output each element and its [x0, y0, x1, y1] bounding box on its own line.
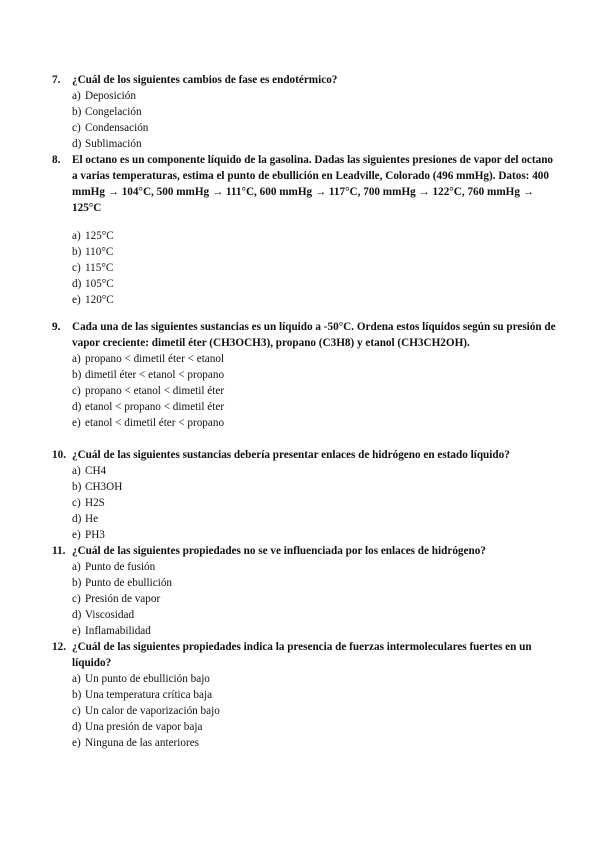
question-7	[52, 72, 558, 152]
option-letter: a)	[72, 465, 81, 477]
option-letter: b)	[72, 369, 82, 381]
option	[72, 479, 558, 495]
option-letter: c)	[72, 705, 81, 717]
question-header	[52, 447, 558, 463]
option-text: Un calor de vaporización bajo	[85, 705, 220, 717]
option-text: Una presión de vapor baja	[85, 721, 203, 733]
option-letter: c)	[72, 122, 81, 134]
option-letter: d)	[72, 278, 82, 290]
option	[72, 735, 558, 751]
question-number: 8.	[52, 154, 61, 166]
option	[72, 88, 558, 104]
option-text: Congelación	[85, 106, 142, 118]
option-letter: b)	[72, 246, 82, 258]
question-header	[52, 319, 558, 351]
option-text: Condensación	[85, 122, 149, 134]
question-number: 9.	[52, 321, 61, 333]
option-list	[72, 88, 558, 152]
option-letter: e)	[72, 529, 81, 541]
option	[72, 136, 558, 152]
question-12	[52, 639, 558, 751]
option-letter: c)	[72, 262, 81, 274]
question-header	[52, 72, 558, 88]
option-letter: b)	[72, 577, 82, 589]
option	[72, 623, 558, 639]
option	[72, 719, 558, 735]
question-number: 12.	[52, 641, 66, 653]
option-letter: e)	[72, 625, 81, 637]
option	[72, 511, 558, 527]
question-text: El octano es un componente líquido de la gasolina. Dadas las siguientes presiones de vapor del octano a varias temperaturas, estima el punto de ebullición en Leadville, Colorado (496 mmHg). Datos: 400 mmHg → 104°C, 500 mmHg → 111°C, 600 mmHg → 117°C, 700 mmHg → 122°C, 760 mmHg → 125°C	[72, 154, 554, 214]
option	[72, 351, 558, 367]
option-letter: e)	[72, 737, 81, 749]
option-text: Viscosidad	[85, 609, 135, 621]
question-number: 11.	[52, 545, 66, 557]
option-text: H2S	[85, 497, 105, 509]
option	[72, 104, 558, 120]
option-letter: c)	[72, 385, 81, 397]
option-letter: b)	[72, 689, 82, 701]
option-letter: d)	[72, 721, 82, 733]
option-text: PH3	[85, 529, 105, 541]
question-header	[52, 543, 558, 559]
option	[72, 276, 558, 292]
option	[72, 671, 558, 687]
option	[72, 228, 558, 244]
question-text: ¿Cuál de los siguientes cambios de fase es endotérmico?	[72, 74, 338, 86]
option-letter: e)	[72, 417, 81, 429]
option-text: etanol < propano < dimetil éter	[85, 401, 225, 413]
option-text: CH4	[85, 465, 107, 477]
option-text: Inflamabilidad	[85, 625, 151, 637]
option	[72, 495, 558, 511]
option	[72, 244, 558, 260]
option-text: propano < etanol < dimetil éter	[85, 385, 225, 397]
question-9	[52, 319, 558, 431]
option-letter: d)	[72, 513, 82, 525]
option	[72, 463, 558, 479]
option-list	[72, 559, 558, 639]
option-letter: a)	[72, 90, 81, 102]
option-letter: d)	[72, 401, 82, 413]
option-text: Una temperatura crítica baja	[85, 689, 213, 701]
question-number: 7.	[52, 74, 61, 86]
question-header	[52, 152, 558, 216]
option	[72, 575, 558, 591]
option-letter: b)	[72, 481, 82, 493]
option	[72, 687, 558, 703]
option-text: Punto de fusión	[85, 561, 156, 573]
option-text: Sublimación	[85, 138, 142, 150]
option	[72, 559, 558, 575]
option-letter: a)	[72, 230, 81, 242]
question-11	[52, 543, 558, 639]
option-text: 110°C	[85, 246, 114, 258]
option-text: Punto de ebullición	[85, 577, 173, 589]
option	[72, 292, 558, 308]
option-list	[72, 228, 558, 308]
option-text: etanol < dimetil éter < propano	[85, 417, 225, 429]
question-text: ¿Cuál de las siguientes propiedades no se ve influenciada por los enlaces de hidrógeno?	[72, 545, 486, 557]
option-text: He	[85, 513, 99, 525]
option-letter: a)	[72, 561, 81, 573]
option-text: Deposición	[85, 90, 136, 102]
option-letter: c)	[72, 497, 81, 509]
option-text: 120°C	[85, 294, 114, 306]
option-letter: d)	[72, 138, 82, 150]
option	[72, 367, 558, 383]
option-list	[72, 671, 558, 751]
question-header	[52, 639, 558, 671]
option-letter: d)	[72, 609, 82, 621]
question-8	[52, 152, 558, 308]
option	[72, 591, 558, 607]
question-10	[52, 447, 558, 543]
option-text: CH3OH	[85, 481, 123, 493]
option	[72, 383, 558, 399]
option-text: 105°C	[85, 278, 114, 290]
option-letter: b)	[72, 106, 82, 118]
option-text: Ninguna de las anteriores	[85, 737, 200, 749]
option-letter: e)	[72, 294, 81, 306]
option-text: 125°C	[85, 230, 114, 242]
option-text: Un punto de ebullición bajo	[85, 673, 210, 685]
option-list	[72, 351, 558, 431]
option-text: propano < dimetil éter < etanol	[85, 353, 225, 365]
option	[72, 399, 558, 415]
option	[72, 120, 558, 136]
option-text: 115°C	[85, 262, 114, 274]
question-number: 10.	[52, 449, 66, 461]
option	[72, 607, 558, 623]
option	[72, 260, 558, 276]
option-letter: a)	[72, 673, 81, 685]
question-text: ¿Cuál de las siguientes propiedades indica la presencia de fuerzas intermoleculares fuertes en un líquido?	[72, 641, 532, 669]
question-text: ¿Cuál de las siguientes sustancias debería presentar enlaces de hidrógeno en estado líquido?	[72, 449, 510, 461]
option-letter: c)	[72, 593, 81, 605]
question-text: Cada una de las siguientes sustancias es un líquido a -50°C. Ordena estos líquidos según su presión de vapor creciente: dimetil éter (CH3OCH3), propano (C3H8) y etanol (CH3CH2OH).	[72, 321, 556, 349]
option-list	[72, 463, 558, 543]
option	[72, 703, 558, 719]
option	[72, 415, 558, 431]
option-text: dimetil éter < etanol < propano	[85, 369, 225, 381]
option-letter: a)	[72, 353, 81, 365]
option-text: Presión de vapor	[85, 593, 161, 605]
option	[72, 527, 558, 543]
